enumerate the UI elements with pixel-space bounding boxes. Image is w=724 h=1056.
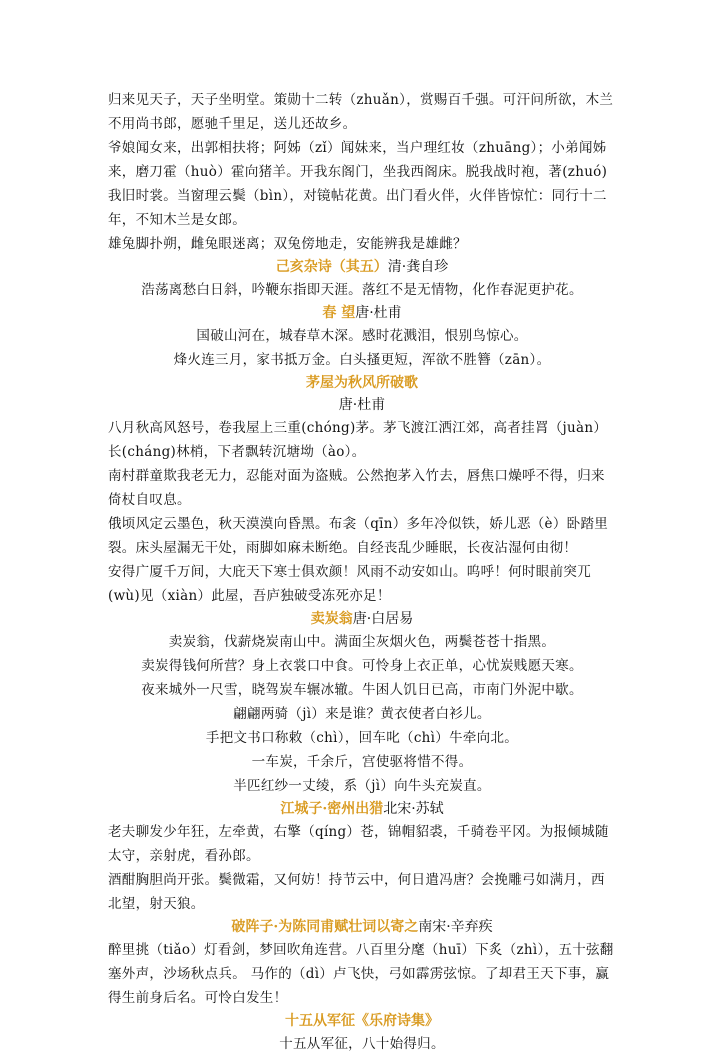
poem-title-maowu [0,372,724,394]
mulan-paragraph-3: 雄兔脚扑朔，雌兔眼迷离；双兔傍地走，安能辨我是雄雌？ [108,236,467,252]
poem-line: 烽火连三月，家书抵万金。白头搔更短，浑欲不胜簪（zān）。 [173,352,551,368]
poem-paragraph: 安得广厦千万间，大庇天下寒士俱欢颜！风雨不动安如山。呜呼！何时眼前突兀(wù)见（xiàn）此屋，吾庐独破受冻死亦足！ [108,564,591,604]
poem-title-text: 江城子·密州出猎 [280,801,384,817]
poem-author-line: 唐·杜甫 [338,397,386,413]
poem-paragraph: 老夫聊发少年狂，左牵黄，右擎（qíng）苍，锦帽貂裘，千骑卷平冈。为报倾城随太守，亲射虎，看孙郎。 [108,824,609,864]
poem-line: 夜来城外一尺雪，晓驾炭车辗冰辙。牛困人饥日已高，市南门外泥中歇。 [141,682,583,698]
poem-author: 北宋·苏轼 [383,801,444,817]
poem-author: 唐·杜甫 [355,305,402,321]
poem-title-jihai [0,256,724,278]
poem-line: 半匹红纱一丈绫，系（jì）向牛头充炭直。 [233,778,491,794]
poem-paragraph: 南村群童欺我老无力，忍能对面为盗贼。公然抱茅入竹去，唇焦口燥呼不得，归来倚杖自叹息。 [108,468,605,508]
poem-line: 卖炭得钱何所营？身上衣裳口中食。可怜身上衣正单，心忧炭贱愿天寒。 [141,658,583,674]
poem-author: 南宋·辛弃疾 [418,919,493,935]
poem-title-text: 春 望 [322,305,356,321]
poem-line: 十五从军征，八十始得归。 [279,1036,445,1052]
poem-paragraph: 俄顷风定云墨色，秋天漠漠向昏黑。布衾（qīn）多年冷似铁，娇儿恶（è）卧踏里裂。床头屋漏无干处，雨脚如麻未断绝。自经丧乱少睡眠，长夜沾湿何由彻！ [108,516,609,556]
mulan-paragraph-2: 爷娘闻女来，出郭相扶将；阿姊（zǐ）闻妹来，当户理红妆（zhuāng）；小弟闻姊来，磨刀霍（huò）霍向猪羊。开我东阁门，坐我西阁床。脱我战时袍，著(zhuó)我旧时裳。当窗理云鬓（bìn），对镜帖花黄。出门看火伴，火伴皆惊忙：同行十二年，不知木兰是女郎。 [108,140,608,228]
poem-title-jiangchengzi [0,798,724,820]
poem-paragraph: 酒酣胸胆尚开张。鬓微霜，又何妨！持节云中，何日遣冯唐？会挽雕弓如满月，西北望，射天狼。 [108,872,605,912]
poem-title-text: 卖炭翁 [310,611,353,627]
poem-author: 清·龚自珍 [387,259,449,275]
poem-line: 手把文书口称敕（chì），回车叱（chì）牛牵向北。 [205,730,519,746]
mulan-paragraph-1: 归来见天子，天子坐明堂。策勋十二转（zhuǎn），赏赐百千强。可汗问所欲，木兰不用尚书郎，愿驰千里足，送儿还故乡。 [108,92,614,132]
poem-title-chunwang [0,302,724,324]
poem-author: 唐·白居易 [352,611,414,627]
poem-title-text: 十五从军征《乐府诗集》 [285,1013,439,1029]
poem-paragraph: 醉里挑（tiǎo）灯看剑，梦回吹角连营。八百里分麾（huī）下炙（zhì），五十弦翻塞外声，沙场秋点兵。 马作的（dì）卢飞快，弓如霹雳弦惊。了却君王天下事，赢得生前身后名。可怜白发生！ [108,942,614,1006]
poem-title-text: 己亥杂诗（其五） [275,259,388,275]
poem-title-text: 破阵子·为陈同甫赋壮词以寄之 [231,919,419,935]
poem-line: 卖炭翁，伐薪烧炭南山中。满面尘灰烟火色，两鬓苍苍十指黑。 [168,634,556,650]
poem-line: 浩荡离愁白日斜，吟鞭东指即天涯。落红不是无情物，化作春泥更护花。 [141,282,583,298]
poem-title-pozhenzi [0,916,724,938]
poem-line: 国破山河在，城春草木深。感时花溅泪，恨别鸟惊心。 [196,328,528,344]
poem-line: 一车炭，千余斤，宫使驱将惜不得。 [251,754,473,770]
poem-line: 翩翩两骑（jì）来是谁？黄衣使者白衫儿。 [233,706,491,722]
poem-title-text: 茅屋为秋风所破歌 [306,375,418,391]
poem-title-maitanweng [0,608,724,630]
poem-paragraph: 八月秋高风怒号，卷我屋上三重(chóng)茅。茅飞渡江洒江郊，高者挂罥（juàn）长(cháng)林梢，下者飘转沉塘坳（ào）。 [108,420,608,460]
poem-title-shiwu [0,1010,724,1032]
